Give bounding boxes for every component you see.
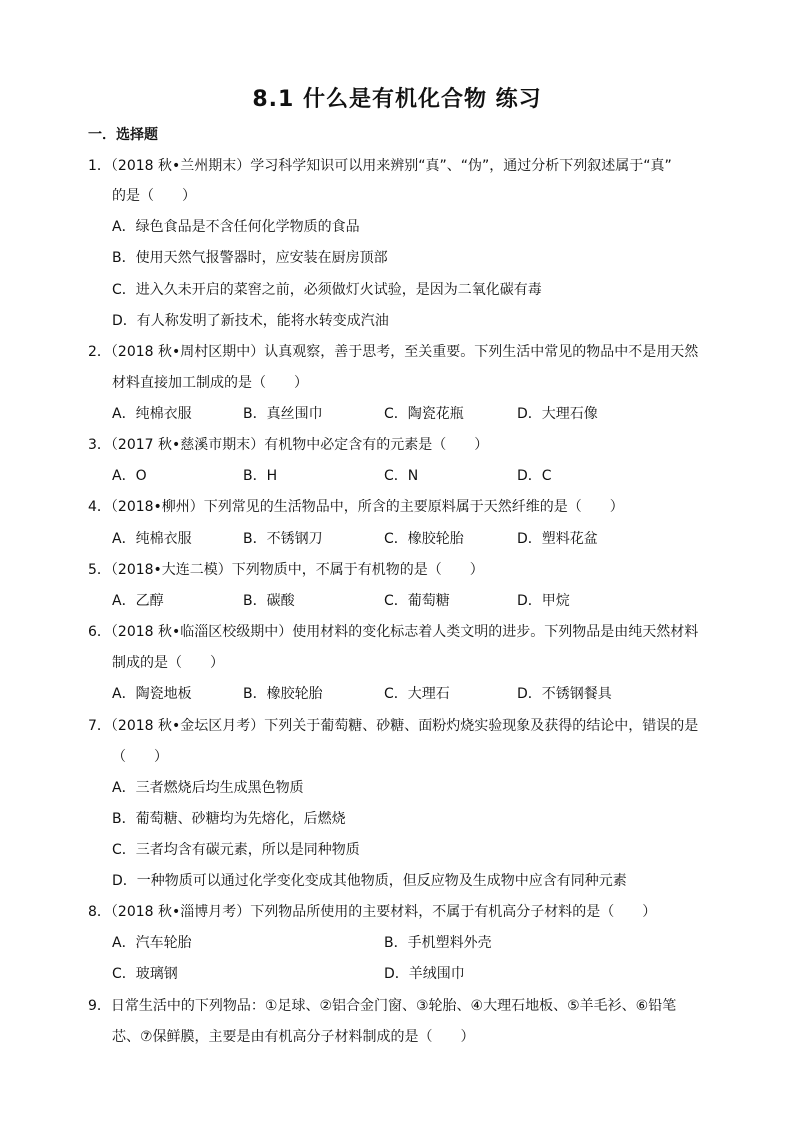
question-4-option-b: B．不锈钢刀 <box>243 531 323 547</box>
question-3-line-1: 3．（2017 秋•慈溪市期末）有机物中必定含有的元素是（ ） <box>88 437 489 453</box>
question-1-option-a: A．绿色食品是不含任何化学物质的食品 <box>112 219 360 235</box>
question-8-line-1: 8．（2018 秋•淄博月考）下列物品所使用的主要材料，不属于有机高分子材料的是（ ） <box>88 904 657 920</box>
question-8-option-b: B．手机塑料外壳 <box>384 935 492 951</box>
question-7-option-d: D．一种物质可以通过化学变化变成其他物质，但反应物及生成物中应含有同种元素 <box>112 873 627 889</box>
question-3-option-c: C．N <box>384 468 419 484</box>
question-7-option-c: C．三者均含有碳元素，所以是同种物质 <box>112 842 360 858</box>
question-1-line-1: 1．（2018 秋•兰州期末）学习科学知识可以用来辨别“真”、“伪”，通过分析下列叙述属于“真” <box>88 158 672 174</box>
question-1-option-b: B．使用天然气报警器时，应安装在厨房顶部 <box>112 250 388 266</box>
question-6-line-1: 6．（2018 秋•临淄区校级期中）使用材料的变化标志着人类文明的进步。下列物品是由纯天然材料 <box>88 624 699 640</box>
question-6-option-b: B．橡胶轮胎 <box>243 686 323 702</box>
question-1-line-2: 的是（ ） <box>112 188 196 204</box>
question-8-option-c: C．玻璃钢 <box>112 966 178 982</box>
question-2-option-c: C．陶瓷花瓶 <box>384 406 464 422</box>
question-5-option-a: A．乙醇 <box>112 593 164 609</box>
question-6-option-d: D．不锈钢餐具 <box>517 686 612 702</box>
question-5-option-c: C．葡萄糖 <box>384 593 450 609</box>
question-8-option-a: A．汽车轮胎 <box>112 935 192 951</box>
question-4-option-c: C．橡胶轮胎 <box>384 531 464 547</box>
question-2-option-a: A．纯棉衣服 <box>112 406 192 422</box>
question-2-line-1: 2．（2018 秋•周村区期中）认真观察，善于思考，至关重要。下列生活中常见的物品中不是用天然 <box>88 344 699 360</box>
question-3-option-a: A．O <box>112 468 147 484</box>
question-8-option-d: D．羊绒围巾 <box>384 966 465 982</box>
question-1-option-d: D．有人称发明了新技术，能将水转变成汽油 <box>112 313 389 329</box>
question-3-option-d: D．C <box>517 468 552 484</box>
question-4-option-d: D．塑料花盆 <box>517 531 598 547</box>
question-3-option-b: B．H <box>243 468 278 484</box>
question-2-line-2: 材料直接加工制成的是（ ） <box>112 375 308 391</box>
section-heading: 一．选择题 <box>88 127 158 143</box>
question-9-line-2: 芯、⑦保鲜膜，主要是由有机高分子材料制成的是（ ） <box>112 1029 475 1045</box>
question-4-option-a: A．纯棉衣服 <box>112 531 192 547</box>
question-7-option-b: B．葡萄糖、砂糖均为先熔化，后燃烧 <box>112 811 346 827</box>
page-title: 8.1 什么是有机化合物 练习 <box>252 87 542 112</box>
question-7-option-a: A．三者燃烧后均生成黑色物质 <box>112 780 304 796</box>
question-6-option-c: C．大理石 <box>384 686 450 702</box>
question-1-option-c: C．进入久未开启的菜窖之前，必须做灯火试验，是因为二氧化碳有毒 <box>112 282 542 298</box>
question-5-option-d: D．甲烷 <box>517 593 570 609</box>
question-7-line-1: 7．（2018 秋•金坛区月考）下列关于葡萄糖、砂糖、面粉灼烧实验现象及获得的结论中，错误的是 <box>88 718 699 734</box>
question-9-line-1: 9．日常生活中的下列物品：①足球、②铝合金门窗、③轮胎、④大理石地板、⑤羊毛衫、⑥铅笔 <box>88 998 677 1014</box>
question-6-option-a: A．陶瓷地板 <box>112 686 192 702</box>
question-7-line-2: （ ） <box>112 749 168 765</box>
question-6-line-2: 制成的是（ ） <box>112 655 224 671</box>
question-2-option-b: B．真丝围巾 <box>243 406 323 422</box>
question-5-option-b: B．碳酸 <box>243 593 295 609</box>
question-4-line-1: 4．（2018•柳州）下列常见的生活物品中，所含的主要原料属于天然纤维的是（ ） <box>88 499 624 515</box>
question-2-option-d: D．大理石像 <box>517 406 598 422</box>
question-5-line-1: 5．（2018•大连二模）下列物质中，不属于有机物的是（ ） <box>88 562 484 578</box>
